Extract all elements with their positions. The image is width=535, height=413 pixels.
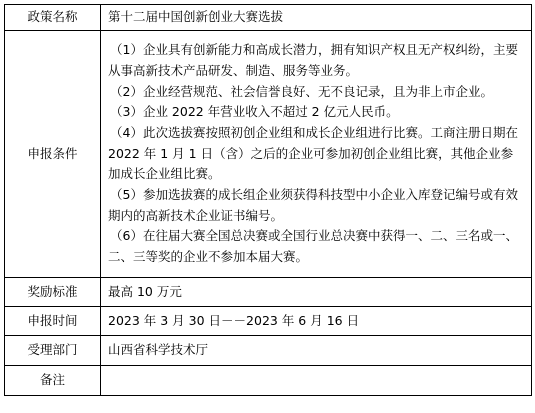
policy-name-row xyxy=(5,5,532,31)
conditions-label: 申报条件 xyxy=(5,31,101,278)
condition-item-2: （2）企业经营规范、社会信誉良好、无不良记录，且为非上市企业。 xyxy=(110,83,493,99)
department-row xyxy=(5,336,532,366)
condition-item-5: （5）参加选拔赛的成长组企业须获得科技型中小企业入库登记编号或有效期内的高新技术企业证书编号。 xyxy=(108,187,518,223)
policy-name-value: 第十二届中国创新创业大赛选拔 xyxy=(101,5,532,31)
apply-time-value: 2023 年 3 月 30 日－－2023 年 6 月 16 日 xyxy=(101,307,532,336)
apply-time-row xyxy=(5,307,532,336)
note-row xyxy=(5,366,532,396)
condition-item-6: （6）在往届大赛全国总决赛或全国行业总决赛中获得一、二、三名或一、二、三等奖的企业不参加本届大赛。 xyxy=(108,228,518,265)
policy-name-label: 政策名称 xyxy=(5,5,101,31)
condition-item-1: （1）企业具有创新能力和高成长潜力，拥有知识产权且无产权纠纷，主要从事高新技术产品研发、制造、服务等业务。 xyxy=(108,42,518,78)
reward-label: 奖励标准 xyxy=(5,278,101,307)
reward-value: 最高 10 万元 xyxy=(101,278,532,307)
reward-row xyxy=(5,278,532,307)
note-label: 备注 xyxy=(5,366,101,396)
department-value: 山西省科学技术厅 xyxy=(101,336,532,366)
apply-time-label: 申报时间 xyxy=(5,307,101,336)
conditions-row xyxy=(5,31,532,278)
condition-item-3: （3）企业 2022 年营业收入不超过 2 亿元人民币。 xyxy=(110,104,399,120)
policy-info-table xyxy=(4,4,532,396)
conditions-value xyxy=(101,31,532,278)
condition-item-4: （4）此次选拔赛按照初创企业组和成长企业组进行比赛。工商注册日期在 2022 年 1 月 1 日（含）之后的企业可参加初创企业组比赛，其他企业参加成长企业组比赛。 xyxy=(108,124,518,182)
note-value xyxy=(101,366,532,396)
department-label: 受理部门 xyxy=(5,336,101,366)
